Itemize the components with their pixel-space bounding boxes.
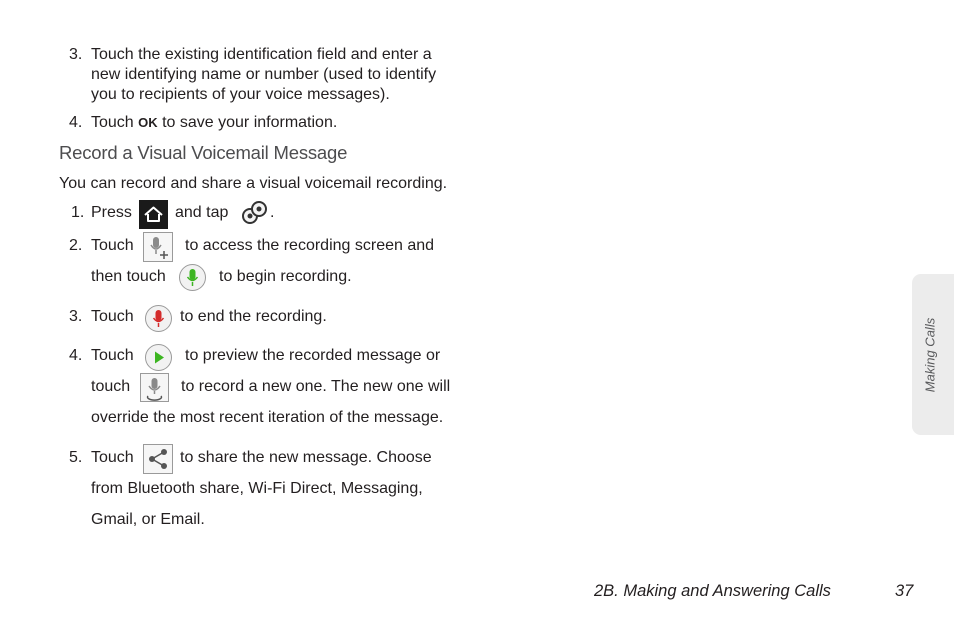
step-2-touch: Touch xyxy=(91,237,134,254)
step-3-line-3: you to recipients of your voice messages). xyxy=(91,86,390,103)
share-icon xyxy=(143,444,173,474)
step-5-line-1: to share the new message. Choose xyxy=(180,449,432,466)
green-microphone-icon xyxy=(178,263,207,292)
step-5-line-2: from Bluetooth share, Wi-Fi Direct, Messaging, xyxy=(91,480,423,497)
step-4-after: to save your information. xyxy=(157,114,338,131)
microphone-rerecord-icon xyxy=(140,373,169,402)
step-number: 2. xyxy=(69,237,83,254)
footer-chapter: 2B. Making and Answering Calls xyxy=(594,582,831,600)
step-1-period: . xyxy=(270,204,275,221)
step-2-line-2: to begin recording. xyxy=(219,268,352,285)
step-3-line-1: Touch the existing identification field and enter a xyxy=(91,46,432,63)
step-4-line-1: to preview the recorded message or xyxy=(185,347,441,364)
step-number: 4. xyxy=(69,347,83,364)
step-5-touch: Touch xyxy=(91,449,134,466)
section-intro: You can record and share a visual voicemail recording. xyxy=(59,175,448,192)
step-4-touch: Touch xyxy=(91,347,134,364)
section-title: Record a Visual Voicemail Message xyxy=(59,142,348,163)
step-2-line-1: to access the recording screen and xyxy=(185,237,435,254)
step-2-then-touch: then touch xyxy=(91,268,166,285)
step-number: 4. xyxy=(69,114,83,131)
home-key-icon xyxy=(139,200,168,229)
side-tab-label: Making Calls xyxy=(922,317,938,393)
step-4-touch-2: touch xyxy=(91,378,131,395)
step-5-line-3: Gmail, or Email. xyxy=(91,511,205,528)
step-1-press: Press xyxy=(91,204,132,221)
step-3-line-2: new identifying name or number (used to identify xyxy=(91,66,437,83)
step-number: 3. xyxy=(69,308,83,325)
ok-button-label: OK xyxy=(138,115,158,130)
step-number: 3. xyxy=(69,46,83,63)
red-microphone-icon xyxy=(144,304,173,333)
step-4-line-2: to record a new one. The new one will xyxy=(181,378,451,395)
step-3-text: to end the recording. xyxy=(180,308,327,325)
play-icon xyxy=(144,343,173,372)
step-3-touch: Touch xyxy=(91,308,134,325)
microphone-plus-icon xyxy=(143,232,173,262)
step-4-line-3: override the most recent iteration of the message. xyxy=(91,409,444,426)
step-4-before: Touch xyxy=(91,114,139,131)
page-number: 37 xyxy=(895,582,914,600)
visual-voicemail-app-icon xyxy=(240,198,270,228)
step-number: 1. xyxy=(71,204,85,221)
step-1-and-tap: and tap xyxy=(175,204,229,221)
step-4-text xyxy=(91,114,337,132)
step-number: 5. xyxy=(69,449,83,466)
